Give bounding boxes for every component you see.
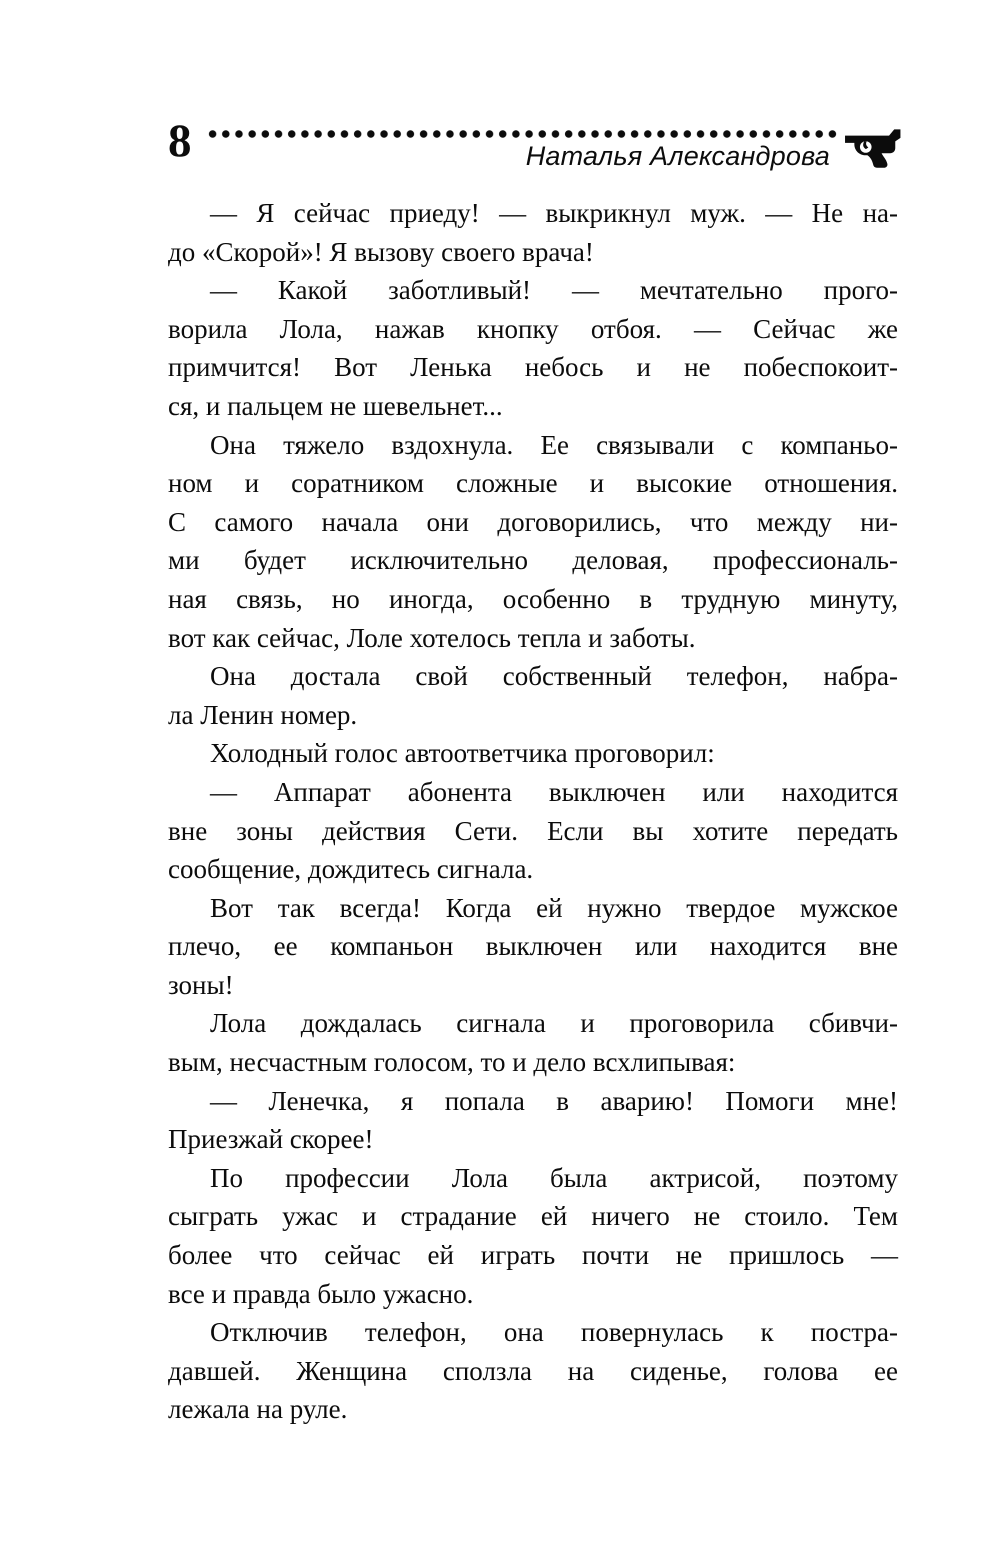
text-line: вот как сейчас, Лоле хотелось тепла и заботы. [168,622,696,653]
text-line: давшей. Женщина сползла на сиденье, голова ее [168,1355,898,1386]
page-number: 8 [168,115,192,167]
pistol-icon [844,126,902,168]
text-line: сообщение, дождитесь сигнала. [168,854,534,885]
text-line: ся, и пальцем не шевельнет... [168,390,503,421]
text-line: ми будет исключительно деловая, профессиональ- [168,545,898,576]
text-line: Отключив телефон, она повернулась к постра- [210,1317,898,1348]
text-line: ная связь, но иногда, особенно в трудную минуту, [168,583,898,614]
text-line: Приезжай скорее! [168,1124,374,1155]
paragraph [168,426,898,658]
text-line: — Аппарат абонента выключен или находится [210,776,898,807]
paragraph [168,194,898,271]
text-line: вым, несчастным голосом, то и дело всхлипывая: [168,1047,736,1078]
text-line: — Какой заботливый! — мечтательно прого- [210,275,898,306]
text-line: лежала на руле. [168,1394,348,1425]
text-line: Она тяжело вздохнула. Ее связывали с компаньо- [210,429,898,460]
text-line: ла Ленин номер. [168,699,358,730]
text-line: ном и соратником сложные и высокие отношения. [168,468,898,499]
paragraph [168,657,898,734]
paragraph [168,1082,898,1159]
dotted-rule [206,127,840,141]
text-line: до «Скорой»! Я вызову своего врача! [168,236,594,267]
text-line: Лола дождалась сигнала и проговорила сбивчи- [210,1008,898,1039]
text-line: С самого начала они договорились, что между ни- [168,506,898,537]
text-line: вне зоны действия Сети. Если вы хотите передать [168,815,898,846]
text-line: зоны! [168,969,234,1000]
paragraph [168,889,898,1005]
paragraph [168,1159,898,1313]
text-line: — Я сейчас приеду! — выкрикнул муж. — Не на- [210,198,898,228]
text-line: — Ленечка, я попала в аварию! Помоги мне! [210,1085,898,1116]
text-line: все и правда было ужасно. [168,1278,474,1309]
page-text [168,194,898,1429]
text-line: ворила Лола, нажав кнопку отбоя. — Сейчас же [168,313,898,344]
text-line: Она достала свой собственный телефон, набра- [210,661,898,692]
text-line: более что сейчас ей играть почти не пришлось — [168,1240,898,1271]
text-line: По профессии Лола была актрисой, поэтому [210,1162,898,1193]
paragraph [168,773,898,889]
running-head [168,116,908,186]
text-line: сыграть ужас и страдание ей ничего не стоило. Тем [168,1201,898,1232]
text-line: примчится! Вот Ленька небось и не побеспокоит- [168,352,898,383]
text-line: плечо, ее компаньон выключен или находится вне [168,931,898,962]
paragraph [168,1313,898,1429]
paragraph [168,1004,898,1081]
text-line: Холодный голос автоответчика проговорил: [210,738,715,769]
paragraph [168,734,898,773]
text-line: Вот так всегда! Когда ей нужно твердое мужское [210,892,898,923]
author-name: Наталья Александрова [525,141,830,171]
paragraph [168,271,898,425]
